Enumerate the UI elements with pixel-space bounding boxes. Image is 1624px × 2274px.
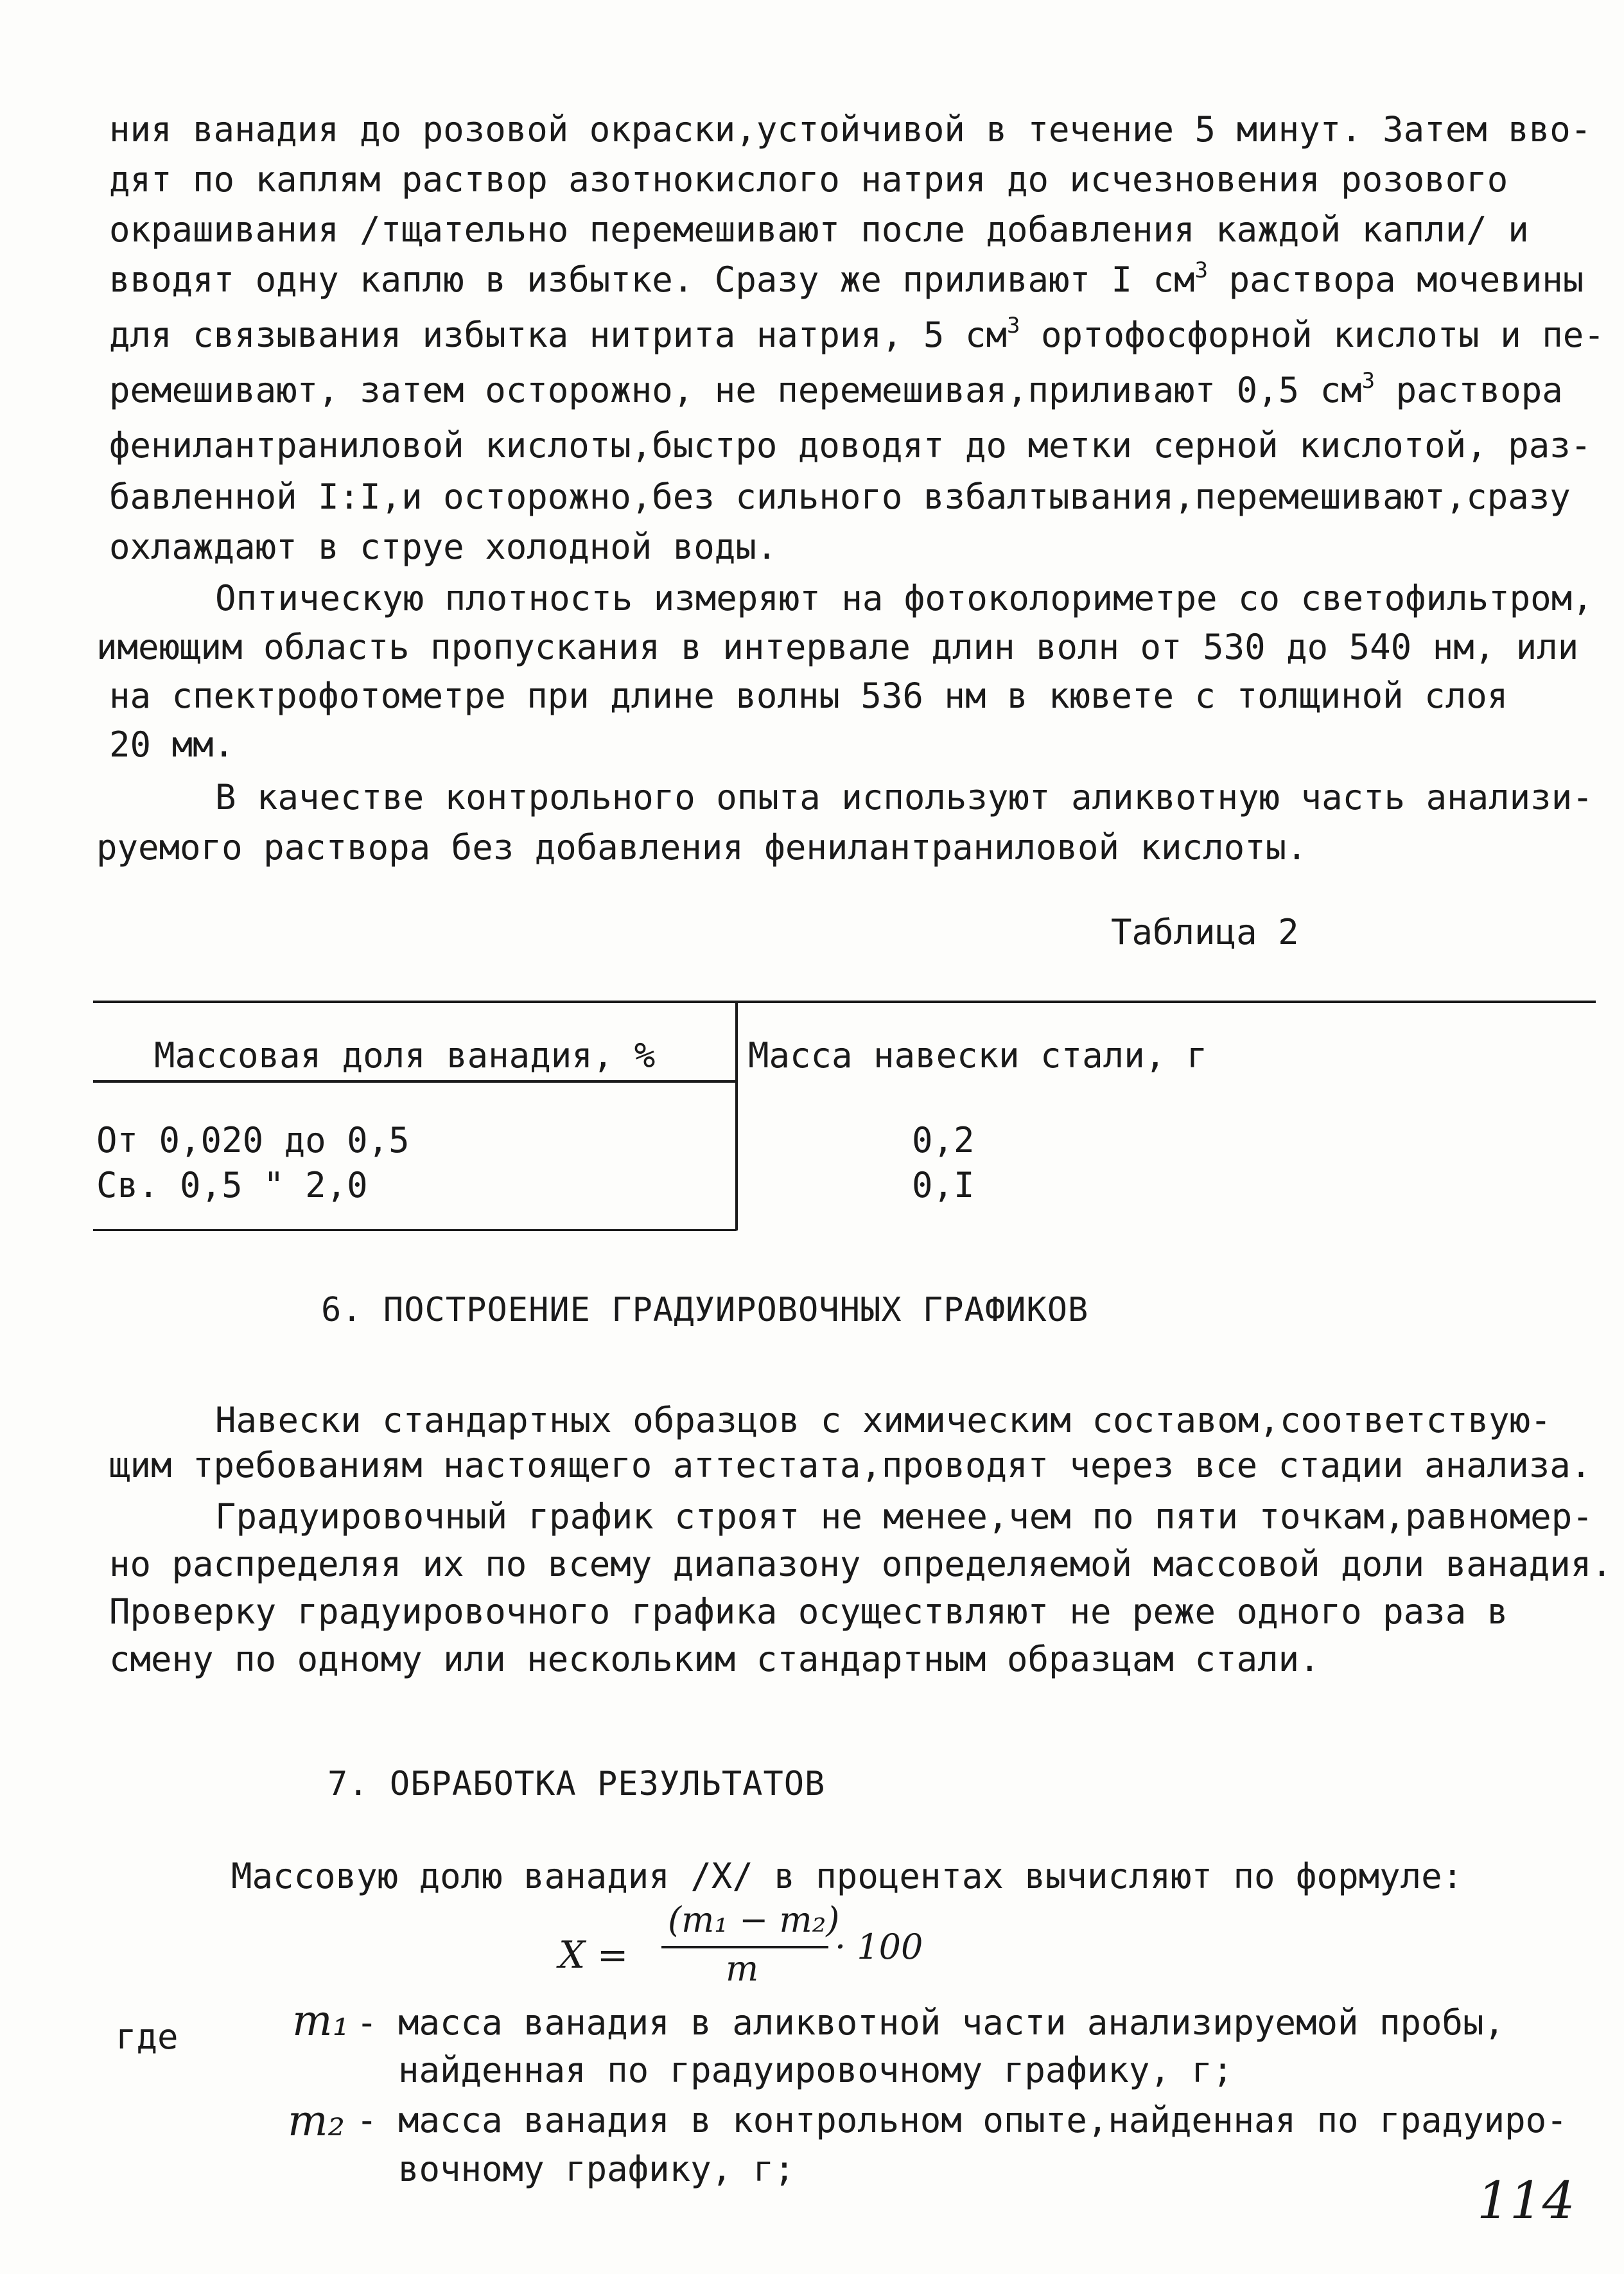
text-line: щим требованиям настоящего аттестата,проводят через все стадии анализа. [109, 1445, 1592, 1485]
table-header-sample-mass: Масса навески стали, г [748, 1035, 1208, 1076]
superscript: 3 [1361, 368, 1375, 394]
section-heading: 6. ПОСТРОЕНИЕ ГРАДУИРОВОЧНЫХ ГРАФИКОВ [321, 1291, 1089, 1329]
text-line: Массовую долю ванадия /Х/ в процентах вычисляют по формуле: [231, 1856, 1463, 1896]
text-fragment: для связывания избытка нитрита натрия, 5 см [109, 315, 1007, 355]
text-fragment: ортофосфорной кислоты и пе- [1040, 315, 1605, 355]
page-number: 114 [1477, 2171, 1575, 2230]
table-cell: 0,I [912, 1165, 975, 1205]
text-line: В качестве контрольного опыта используют аликвотную часть анализи- [215, 777, 1593, 818]
text-line [109, 370, 1563, 410]
formula-numerator: (m₁ − m₂) [668, 1900, 840, 1940]
text-line: - масса ванадия в аликвотной части анализируемой пробы, [356, 2002, 1505, 2043]
table-cell: 0,2 [912, 1120, 975, 1160]
formula-multiplier: · 100 [835, 1927, 923, 1967]
superscript: 3 [1194, 258, 1209, 283]
text-line: - масса ванадия в контрольном опыте,найденная по градуиро- [356, 2100, 1567, 2140]
table-header-rule [93, 1080, 735, 1083]
where-label: где [116, 2016, 179, 2057]
superscript: 3 [1006, 313, 1020, 338]
text-line: фенилантраниловой кислоты,быстро доводят до метки серной кислотой, раз- [109, 425, 1592, 466]
text-line: смену по одному или нескольким стандартным образцам стали. [109, 1639, 1320, 1679]
symbol-m2: m₂ [288, 2096, 345, 2146]
text-fragment: раствора [1395, 370, 1563, 410]
text-fragment: раствора мочевины [1228, 259, 1584, 300]
text-line: ния ванадия до розовой окраски,устойчивой в течение 5 минут. Затем вво- [109, 109, 1592, 150]
text-line [109, 259, 1584, 300]
table-column-divider [735, 1002, 738, 1230]
formula-lhs: X = [559, 1933, 629, 1977]
text-line: вочному графику, г; [398, 2149, 795, 2189]
text-line: окрашивания /тщательно перемешивают после добавления каждой капли/ и [109, 209, 1529, 250]
text-line: 20 мм. [109, 724, 235, 765]
table-bottom-rule [93, 1229, 737, 1231]
text-line: руемого раствора без добавления фенилантраниловой кислоты. [96, 827, 1307, 868]
table-cell: От 0,020 до 0,5 [96, 1120, 410, 1160]
table-top-rule [93, 1001, 1596, 1003]
text-fragment: ремешивают, затем осторожно, не перемешивая,приливают 0,5 см [109, 370, 1362, 410]
text-line: дят по каплям раствор азотнокислого натрия до исчезновения розового [109, 159, 1508, 200]
text-line: Проверку градуировочного графика осуществляют не реже одного раза в [109, 1591, 1508, 1632]
text-line: бавленной I:I,и осторожно,без сильного взбалтывания,перемешивают,сразу [109, 477, 1571, 517]
text-line: на спектрофотометре при длине волны 536 нм в кювете с толщиной слоя [109, 676, 1508, 716]
text-line [109, 315, 1605, 355]
symbol-m1: m₁ [292, 1996, 350, 2045]
text-line: найденная по градуировочному графику, г; [398, 2050, 1234, 2090]
text-line: но распределяя их по всему диапазону определяемой массовой доли ванадия. [109, 1544, 1612, 1584]
table-cell: Св. 0,5 " 2,0 [96, 1165, 368, 1205]
text-line: Навески стандартных образцов с химическим составом,соответствую- [215, 1400, 1551, 1440]
table-caption: Таблица 2 [1111, 912, 1299, 952]
table-header-mass-fraction: Массовая доля ванадия, % [154, 1035, 656, 1076]
text-fragment: вводят одну каплю в избытке. Сразу же приливают I см [109, 259, 1195, 300]
formula-denominator: m [726, 1948, 759, 1989]
text-line: имеющим область пропускания в интервале длин волн от 530 до 540 нм, или [96, 627, 1579, 667]
section-heading: 7. ОБРАБОТКА РЕЗУЛЬТАТОВ [327, 1765, 826, 1803]
text-line: Оптическую плотность измеряют на фотоколориметре со светофильтром, [215, 578, 1593, 618]
text-line: охлаждают в струе холодной воды. [109, 527, 778, 567]
text-line: Градуировочный график строят не менее,чем по пяти точкам,равномер- [215, 1496, 1593, 1537]
